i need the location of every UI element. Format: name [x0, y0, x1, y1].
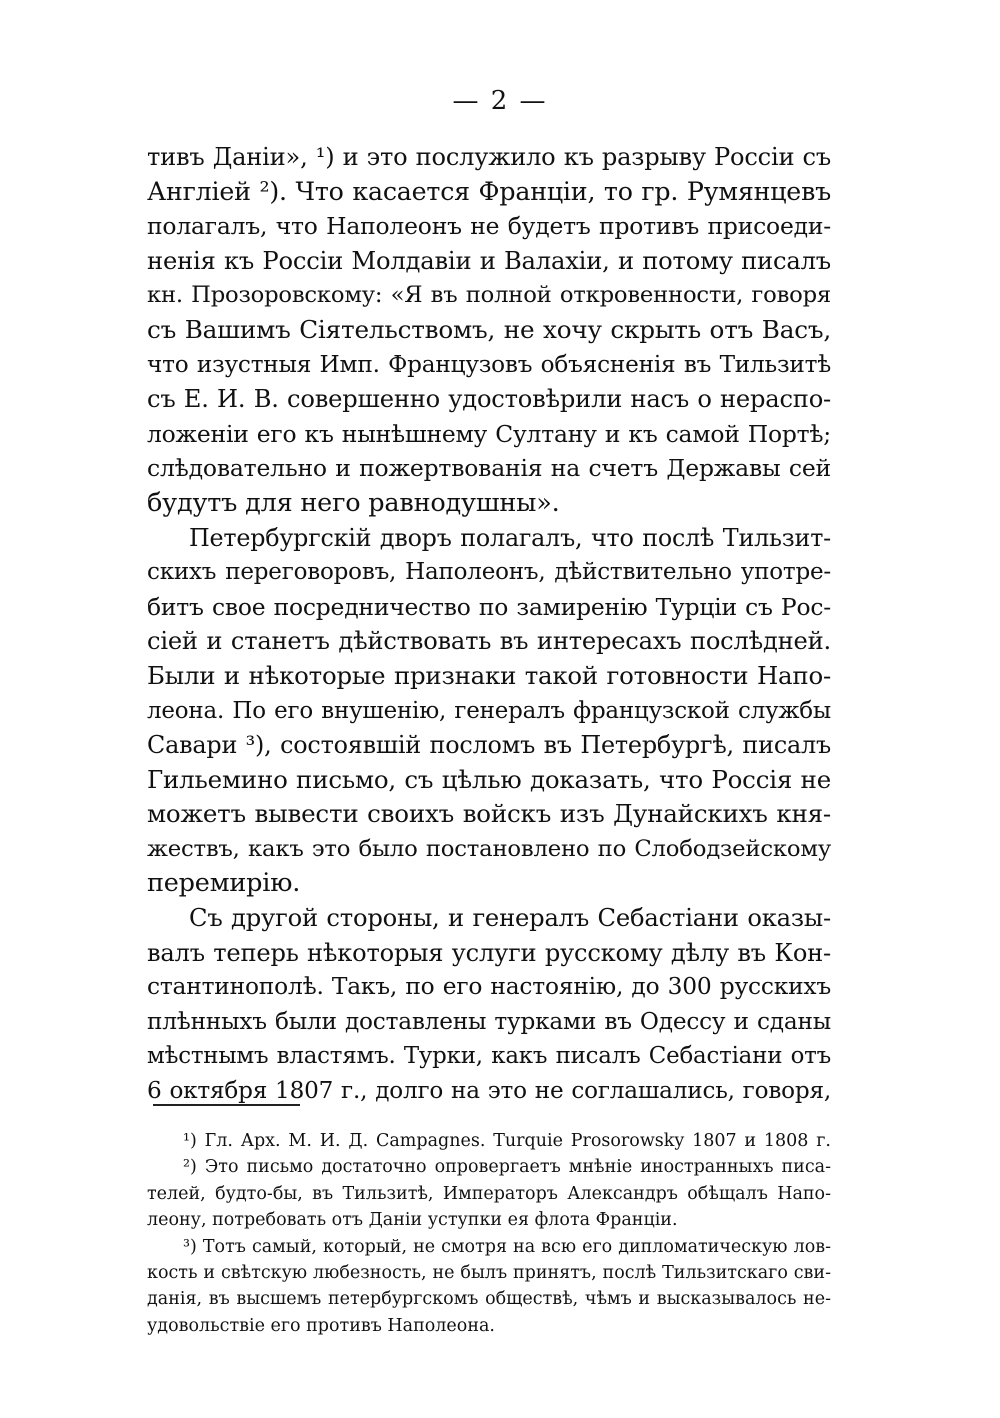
footnote-separator — [153, 1104, 300, 1106]
text-line: жествъ, какъ это было постановлено по Слободзейскому — [147, 835, 831, 862]
text-line: ненія къ Россіи Молдавіи и Валахіи, и потому писалъ — [147, 246, 831, 275]
text-line: ложеніи его къ нынѣшнему Султану и къ самой Портѣ; — [147, 419, 831, 448]
text-line: тивъ Даніи», ¹) и это послужило къ разрыву Россіи съ — [147, 143, 831, 171]
footnote-line: данія, въ высшемъ петербургскомъ обществѣ, чѣмъ и высказывалось не- — [147, 1289, 831, 1310]
text-line: Англіей ²). Что касается Франціи, то гр. Румянцевъ — [147, 176, 831, 206]
text-line: битъ свое посредничество по замиренію Турціи съ Рос- — [147, 592, 831, 621]
page-number: — 2 — — [452, 86, 548, 116]
text-line: Савари ³), состоявшій посломъ въ Петербургѣ, писалъ — [147, 731, 831, 760]
text-line: мѣстнымъ властямъ. Турки, какъ писалъ Себастіани отъ — [147, 1043, 831, 1070]
text-line: валъ теперь нѣкоторыя услуги русскому дѣлу въ Кон- — [147, 938, 831, 967]
text-line: 6 октября 1807 г., долго на это не соглашались, говоря, — [147, 1078, 831, 1105]
text-line: Были и нѣкоторые признаки такой готовности Напо- — [147, 660, 831, 690]
text-line: слѣдовательно и пожертвованія на счетъ Державы сей — [147, 454, 831, 483]
footnote-line: телей, будто-бы, въ Тильзитѣ, Императоръ Александръ обѣщалъ Напо- — [147, 1183, 831, 1204]
text-line: будутъ для него равнодушны». — [147, 487, 560, 518]
text-line: скихъ переговоровъ, Наполеонъ, дѣйствительно употре- — [147, 559, 831, 586]
text-line: Петербургскій дворъ полагалъ, что послѣ Тильзит- — [189, 523, 831, 552]
text-line: можетъ вывести своихъ войскъ изъ Дунайскихъ кня- — [147, 799, 831, 829]
footnote-line: удовольствіе его противъ Наполеона. — [147, 1315, 495, 1336]
text-line: перемирію. — [147, 868, 301, 899]
text-line: Гильемино письмо, съ цѣлью доказать, что Россія не — [147, 764, 831, 794]
footnote-line: ²) Это письмо достаточно опровергаетъ мнѣніе иностранныхъ писа- — [183, 1157, 831, 1178]
text-line: полагалъ, что Наполеонъ не будетъ противъ присоеди- — [147, 212, 831, 241]
text-line: сіей и станетъ дѣйствовать въ интересахъ послѣдней. — [147, 627, 831, 656]
text-line: леона. По его внушенію, генералъ французской службы — [147, 697, 831, 724]
text-line: съ Е. И. В. совершенно удостовѣрили насъ о нераспо- — [147, 385, 831, 414]
text-line: плѣнныхъ были доставлены турками въ Одессу и сданы — [147, 1007, 831, 1035]
text-line: что изустныя Имп. Французовъ объясненія въ Тильзитѣ — [147, 350, 831, 378]
text-line: Съ другой стороны, и генералъ Себастіани оказы- — [189, 904, 831, 933]
footnote-line: кость и свѣтскую любезность, не былъ принятъ, послѣ Тильзитскаго сви- — [147, 1262, 831, 1283]
text-line: съ Вашимъ Сіятельствомъ, не хочу скрыть отъ Васъ, — [147, 314, 831, 344]
text-line: стантинополѣ. Такъ, по его настоянію, до 300 русскихъ — [147, 973, 831, 1001]
footnote-line: ³) Тотъ самый, который, не смотря на всю его дипломатическую лов- — [183, 1236, 831, 1257]
text-line: кн. Прозоровскому: «Я въ полной откровенности, говоря — [147, 282, 831, 309]
footnotes — [147, 1128, 831, 1339]
footnote-line: леону, потребовать отъ Даніи уступки ея флота Франціи. — [147, 1210, 678, 1231]
body-text — [147, 140, 831, 1109]
footnote-line: ¹) Гл. Арх. М. И. Д. Campagnes. Turquie Prosorowsky 1807 и 1808 г. — [183, 1131, 831, 1151]
